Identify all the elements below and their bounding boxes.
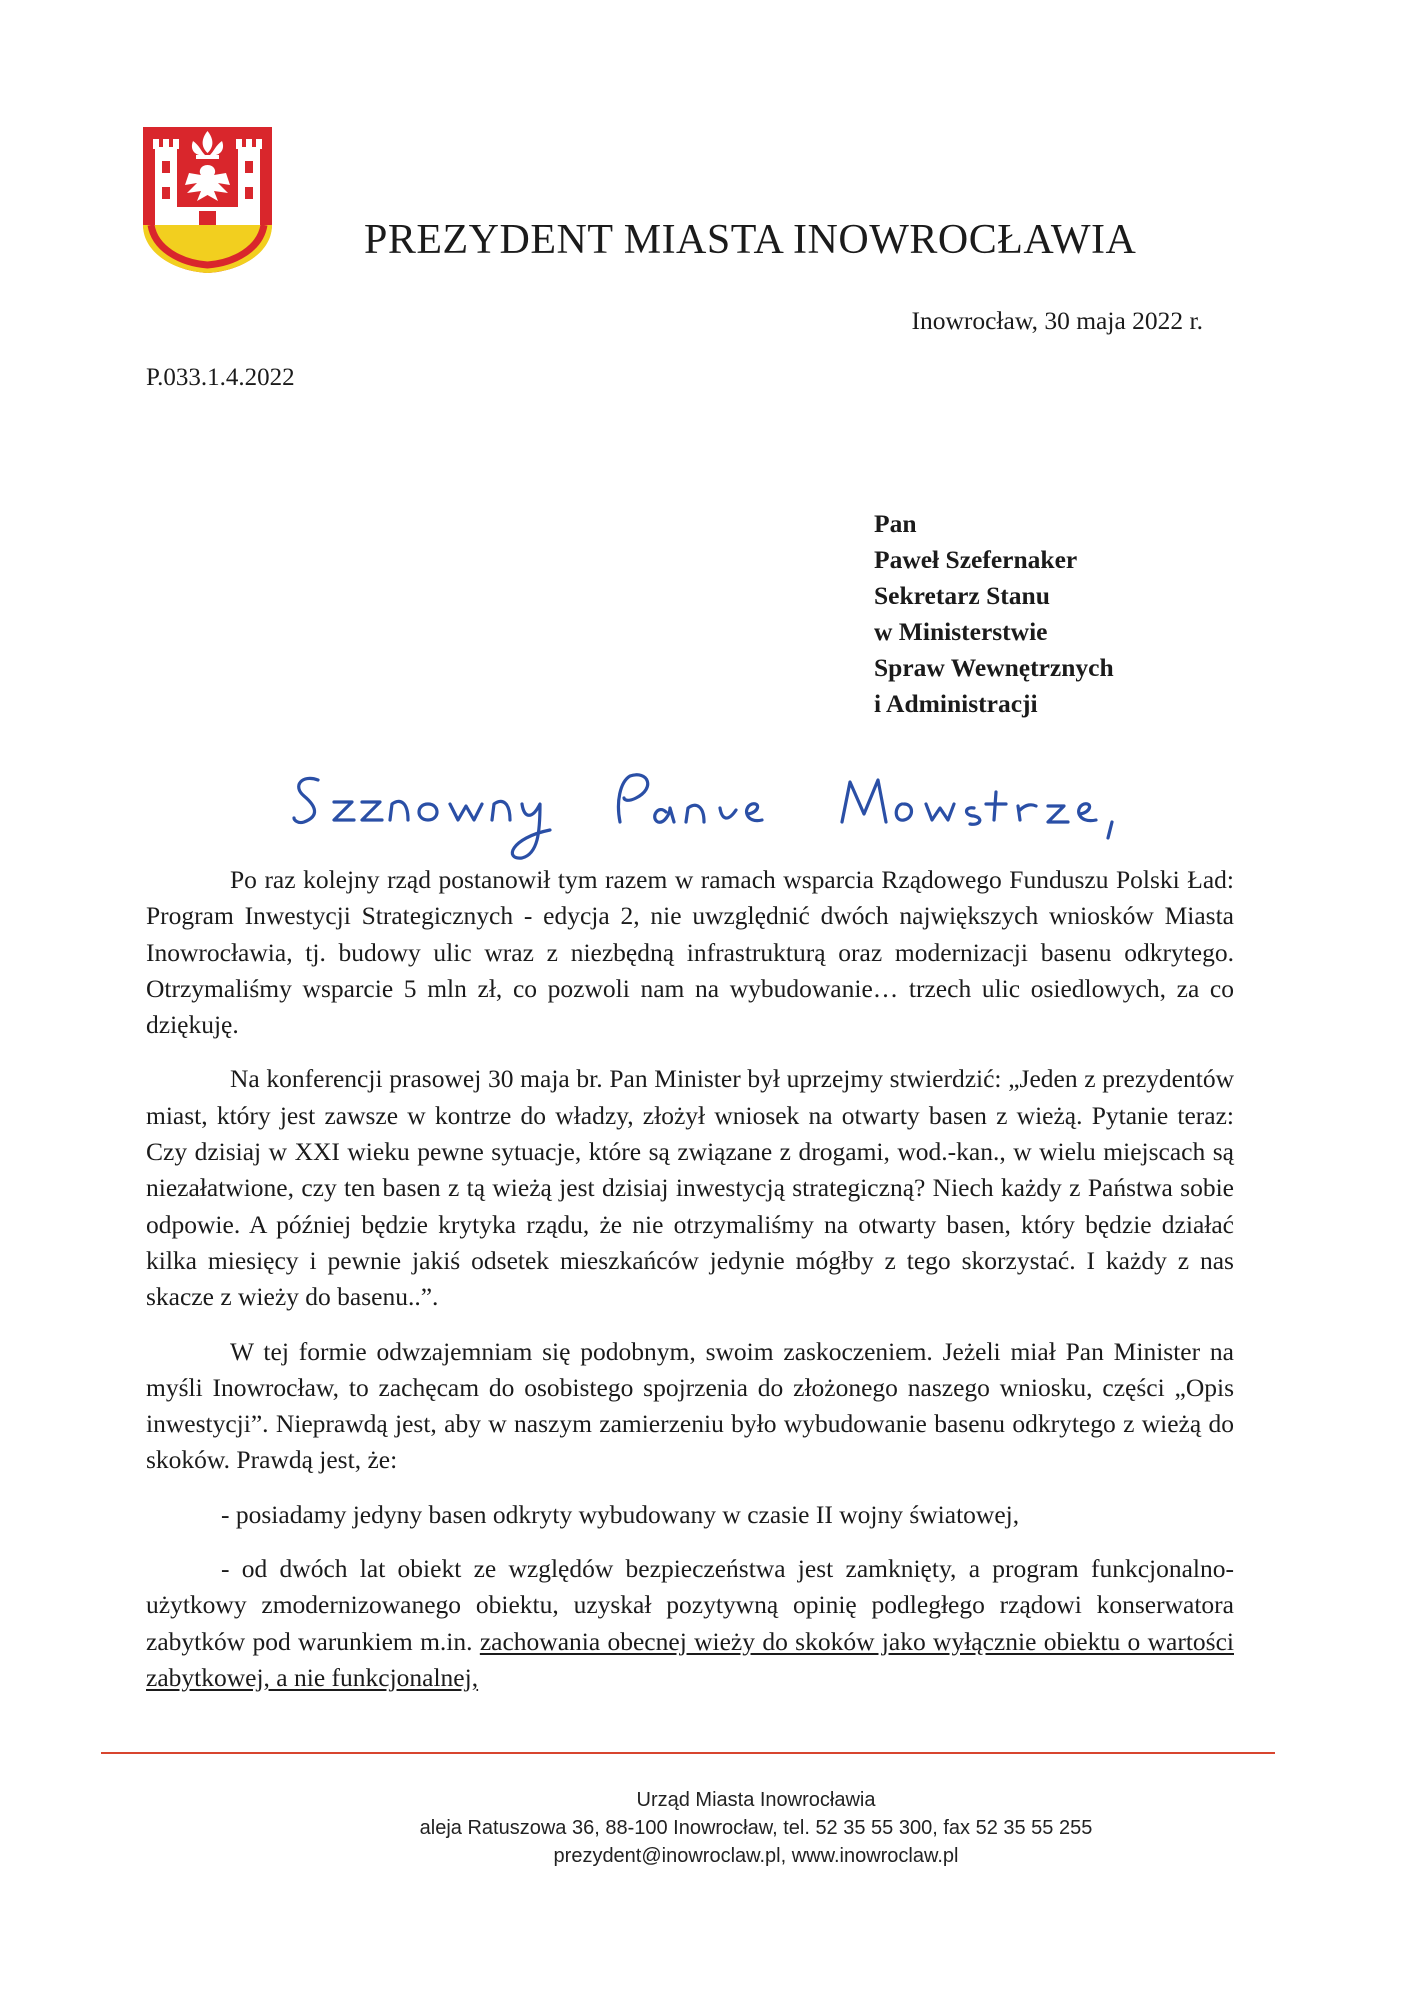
- addressee-block: [874, 506, 1114, 722]
- handwritten-salutation: [290, 762, 1230, 867]
- coat-of-arms-icon: [141, 125, 274, 275]
- place-date: Inowrocław, 30 maja 2022 r.: [911, 306, 1203, 335]
- addressee-line: Sekretarz Stanu: [874, 581, 1050, 610]
- underlined-text: zachowania obecnej wieży do skoków jako wyłącznie obiektu o wartości zabytkowej, a nie funkcjonalnej,: [146, 1626, 1234, 1692]
- footer-address: aleja Ratuszowa 36, 88-100 Inowrocław, tel. 52 35 55 300, fax 52 35 55 255: [419, 1817, 1093, 1839]
- addressee-line: Paweł Szefernaker: [874, 545, 1078, 574]
- paragraph: Na konferencji prasowej 30 maja br. Pan Minister był uprzejmy stwierdzić: „Jeden z prezydentów miast, który jest zawsze w kontrze do władzy, złożył wniosek na otwarty basen z wieżą. Pytanie teraz: Czy dzisiaj w XXI wieku pewne sytuacje, które są związane z drogami, wod.-kan., w wielu miejscach są niezałatwione, czy ten basen z tą wieżą jest dzisiaj inwestycją strategiczną? Niech każdy z Państwa sobie odpowie. A później będzie krytyka rządu, że nie otrzymaliśmy na otwarty basen, który będzie działać kilka miesięcy i pewnie jakiś odsetek mieszkańców jedynie mógłby z tego skorzystać. I każdy z nas skacze z wieży do basenu..”.: [146, 1064, 1234, 1312]
- footer: [0, 1786, 1402, 1870]
- reference-number: P.033.1.4.2022: [146, 364, 295, 391]
- page-title: PREZYDENT MIASTA INOWROCŁAWIA: [364, 217, 1137, 263]
- paragraph: Po raz kolejny rząd postanowił tym razem w ramach wsparcia Rządowego Funduszu Polski Ład: Program Inwestycji Strategicznych - edycja 2, nie uwzględnić dwóch największych wniosków Miasta Inowrocławia, tj. budowy ulic wraz z niezbędną infrastrukturą oraz modernizacji basenu odkrytego. Otrzymaliśmy wsparcie 5 mln zł, co pozwoli nam na wybudowanie… trzech ulic osiedlowych, za co dziękuję.: [146, 865, 1234, 1040]
- addressee-line: Spraw Wewnętrznych: [874, 653, 1114, 682]
- list-item: [146, 1551, 1234, 1696]
- footer-contact: prezydent@inowroclaw.pl, www.inowroclaw.pl: [553, 1845, 959, 1867]
- footer-divider: [101, 1752, 1275, 1754]
- letter-body: [146, 862, 1234, 1696]
- addressee-line: w Ministerstwie: [874, 617, 1048, 646]
- list-item: - posiadamy jedyny basen odkryty wybudowany w czasie II wojny światowej,: [221, 1499, 1020, 1529]
- list-item-text: - od dwóch lat obiekt ze względów bezpieczeństwa jest zamknięty, a program funkcjonalno-użytkowy zmodernizowanego obiektu, uzyskał pozytywną opinię podległego rządowi konserwatora zabytków pod warunkiem m.in.: [146, 1554, 1234, 1656]
- footer-office-name: Urząd Miasta Inowrocławia: [636, 1789, 876, 1811]
- paragraph: W tej formie odwzajemniam się podobnym, swoim zaskoczeniem. Jeżeli miał Pan Minister na myśli Inowrocław, to zachęcam do osobistego spojrzenia do złożonego naszego wniosku, części „Opis inwestycji”. Nieprawdą jest, aby w naszym zamierzeniu było wybudowanie basenu odkrytego z wieżą do skoków. Prawdą jest, że:: [146, 1336, 1234, 1475]
- addressee-line: i Administracji: [874, 689, 1038, 718]
- addressee-line: Pan: [874, 509, 917, 538]
